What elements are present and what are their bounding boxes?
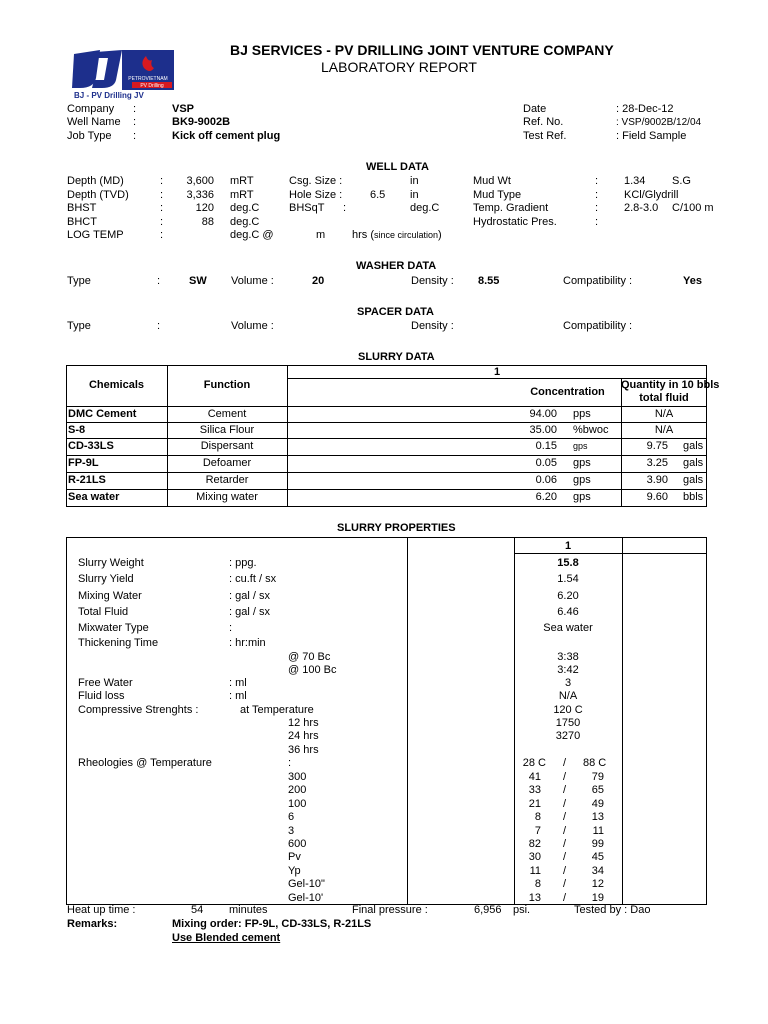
property-value: 6.20 (557, 590, 579, 602)
washer-compat-label: Compatibility : (563, 275, 633, 287)
rheology-slash: / (563, 878, 567, 891)
info-colon: : (133, 103, 137, 115)
washer-volume-value: 20 (312, 275, 325, 287)
col-slurry-number: 1 (493, 366, 501, 378)
well-row-unit: mRT (230, 189, 254, 201)
col-chemicals: Chemicals (88, 379, 145, 391)
well-row-colon: : (595, 216, 599, 228)
property-unit: : gal / sx (229, 606, 270, 618)
chemical-function: Dispersant (200, 440, 254, 452)
well-row-label3: Temp. Gradient (473, 202, 549, 214)
rheology-value-a: 21 (528, 797, 541, 810)
thickening-time-value: 3:42 (557, 664, 579, 676)
well-data-title: WELL DATA (366, 161, 429, 173)
property-unit: : ppg. (229, 557, 257, 569)
rheology-value-b: 79 (591, 771, 604, 783)
well-row-unit: mRT (230, 175, 254, 187)
spacer-density-label: Density : (411, 320, 454, 332)
washer-compat-value: Yes (683, 275, 702, 287)
log-temp-m: m (316, 229, 326, 241)
fluid-loss-unit: : ml (229, 690, 247, 702)
spacer-compat-label: Compatibility : (563, 320, 633, 332)
rheology-reading: 100 (288, 797, 307, 810)
well-row-colon: : (160, 229, 164, 241)
report-title: LABORATORY REPORT (321, 59, 477, 75)
well-row-value3: 2.8-3.0 (624, 202, 659, 214)
quantity-value: 9.60 (646, 491, 668, 503)
well-row-label: Depth (MD) (67, 175, 124, 187)
property-label: Mixwater Type (78, 622, 149, 634)
remarks-line-2: Use Blended cement (172, 932, 281, 944)
chemical-name: R-21LS (68, 474, 106, 486)
heat-up-unit: minutes (229, 904, 268, 916)
quantity-value: 3.25 (646, 457, 668, 469)
logo-caption: BJ - PV Drilling JV (74, 91, 144, 100)
free-water-unit: : ml (229, 677, 247, 689)
log-temp-hrs: hrs (since circulation) (352, 229, 442, 241)
washer-colon: : (157, 275, 161, 287)
info-colon: : (133, 130, 137, 142)
rheology-value-b: 11 (592, 824, 604, 837)
ref-no-value: : VSP/9002B/12/04 (616, 117, 702, 128)
chemical-function: Defoamer (202, 457, 252, 469)
property-value: 1.54 (557, 573, 579, 585)
well-row-colon: : (595, 189, 599, 201)
rheology-value-a: 33 (528, 784, 541, 797)
rheology-value-a: 82 (528, 838, 541, 850)
final-pressure-value: 6,956 (474, 904, 502, 916)
compressive-time: 12 hrs (288, 717, 319, 729)
rheology-reading: 3 (288, 824, 295, 837)
well-row-label2: Csg. Size : (289, 175, 343, 187)
compressive-value: 1750 (555, 717, 581, 729)
well-row-value3: KCl/Glydrill (624, 189, 679, 201)
rheology-value-b: 49 (591, 797, 604, 810)
concentration-unit: gps (573, 441, 588, 451)
chemical-name: FP-9L (68, 457, 99, 469)
rheology-label: Rheologies @ Temperature (78, 757, 212, 769)
well-row-value: 3,600 (186, 175, 214, 187)
chemical-function: Mixing water (196, 491, 258, 503)
compressive-time: 36 hrs (288, 744, 319, 756)
col-concentration: Concentration (530, 386, 605, 398)
compressive-time: 24 hrs (288, 730, 319, 742)
since-circulation: since circulation (374, 230, 439, 240)
concentration-unit: gps (573, 491, 591, 503)
rheology-value-a: 8 (534, 811, 541, 824)
concentration-value: 35.00 (529, 424, 557, 436)
ref-no-label: Ref. No. (523, 116, 564, 128)
well-row-colon: : (595, 175, 599, 187)
col-function: Function (203, 379, 251, 391)
tested-by: Tested by : Dao (574, 904, 651, 916)
well-name-label: Well Name (67, 116, 121, 128)
rheology-value-b: 99 (591, 838, 604, 850)
spacer-colon: : (157, 320, 161, 332)
well-row-label2: Hole Size : (289, 189, 343, 201)
rheology-value-b: 13 (591, 811, 604, 824)
rheology-value-a: 8 (534, 878, 541, 891)
well-row-value: 120 (195, 202, 214, 214)
property-label: Total Fluid (78, 606, 129, 618)
washer-density-value: 8.55 (478, 275, 500, 287)
info-colon: : (133, 116, 137, 128)
logo-partner-text: PETROVIETNAM (128, 76, 168, 82)
heat-up-value: 54 (191, 904, 204, 916)
concentration-value: 6.20 (535, 491, 557, 503)
heat-up-label: Heat up time : (67, 904, 136, 916)
property-label: Slurry Yield (78, 573, 134, 585)
chemical-function: Silica Flour (199, 424, 255, 436)
job-type-value: Kick off cement plug (172, 130, 281, 142)
company-label: Company (67, 103, 115, 115)
property-unit: : gal / sx (229, 590, 270, 602)
rheology-value-b: 34 (591, 864, 604, 877)
compressive-label: Compressive Strenghts : (78, 704, 199, 716)
well-row-unit: deg.C (230, 202, 260, 214)
logo-partner-sub: PV Drilling (140, 83, 164, 89)
property-unit: : (229, 622, 233, 634)
compressive-temperature: 120 C (553, 704, 583, 716)
well-row-value: 88 (201, 216, 214, 228)
property-label: Slurry Weight (78, 557, 144, 569)
rheology-value-b: 12 (591, 878, 604, 891)
rheology-temp-a: 28 C (522, 757, 546, 769)
job-type-label: Job Type (67, 130, 112, 142)
spacer-type-label: Type (67, 320, 91, 332)
well-row-unit2: in (410, 189, 419, 201)
well-row-colon: : (160, 202, 164, 214)
rheology-slash: / (563, 757, 567, 769)
log-temp-unit: deg.C @ (230, 229, 274, 241)
well-row-label: BHST (67, 202, 97, 214)
well-row-unit3: S.G (672, 175, 691, 187)
date-value: : 28-Dec-12 (616, 103, 674, 115)
chemical-name: Sea water (68, 491, 120, 503)
test-ref-value: : Field Sample (616, 130, 687, 142)
well-row-label: Depth (TVD) (67, 189, 129, 201)
concentration-value: 0.06 (535, 474, 557, 486)
well-row-colon: : (595, 202, 599, 214)
rheology-slash: / (563, 864, 567, 877)
rheology-colon: : (288, 757, 292, 769)
property-label: Thickening Time (78, 637, 159, 649)
chemical-name: DMC Cement (68, 408, 137, 420)
washer-type-label: Type (67, 275, 91, 287)
date-label: Date (523, 103, 547, 115)
well-row-colon: : (160, 175, 164, 187)
well-row-unit2: in (410, 175, 419, 187)
well-row-unit: deg.C (230, 216, 260, 228)
concentration-unit: gps (573, 457, 591, 469)
washer-data-title: WASHER DATA (356, 260, 437, 272)
well-row-unit3: C/100 m (672, 202, 714, 214)
property-value: 6.46 (557, 606, 579, 618)
spacer-volume-label: Volume : (231, 320, 274, 332)
rheology-value-b: 19 (591, 891, 604, 904)
quantity-unit: gals (683, 457, 704, 469)
rheology-reading: Gel-10" (288, 878, 325, 891)
rheology-reading: 6 (288, 811, 295, 824)
test-ref-label: Test Ref. (523, 130, 567, 142)
rheology-value-a: 41 (528, 771, 541, 783)
chemical-name: CD-33LS (68, 440, 114, 452)
compressive-unit: at Temperature (240, 704, 314, 716)
props-col-number: 1 (564, 540, 572, 552)
well-row-label: BHCT (67, 216, 97, 228)
rheology-slash: / (563, 891, 567, 904)
property-value: Sea water (543, 622, 593, 634)
quantity-value: 9.75 (646, 440, 668, 452)
concentration-unit: gps (573, 474, 591, 486)
rheology-temp-b: 88 C (583, 757, 607, 769)
washer-volume-label: Volume : (231, 275, 274, 287)
rheology-slash: / (563, 824, 567, 837)
well-row-value3: 1.34 (624, 175, 646, 187)
final-pressure-label: Final pressure : (352, 904, 428, 916)
washer-type-value: SW (189, 275, 207, 287)
well-row-label3: Hydrostatic Pres. (473, 216, 557, 228)
well-row-value: 3,336 (186, 189, 214, 201)
rheology-slash: / (563, 784, 567, 797)
concentration-value: 0.15 (535, 440, 557, 452)
concentration-value: 0.05 (535, 457, 557, 469)
concentration-unit: %bwoc (573, 424, 609, 436)
rheology-slash: / (563, 838, 567, 850)
col-quantity: Quantity in 10 bbls total fluid (621, 379, 720, 404)
rheology-reading: Yp (288, 864, 301, 877)
fluid-loss-label: Fluid loss (78, 690, 125, 702)
rheology-value-a: 13 (528, 891, 541, 904)
rheology-slash: / (563, 851, 567, 864)
property-label: Mixing Water (78, 590, 142, 602)
compressive-value: 3270 (555, 730, 581, 742)
rheology-value-b: 65 (591, 784, 604, 797)
rheology-reading: 600 (288, 838, 307, 850)
chemical-function: Cement (207, 408, 247, 420)
well-row-colon: : (343, 202, 347, 214)
well-row-unit2: deg.C (410, 202, 440, 214)
rheology-slash: / (563, 771, 567, 783)
well-row-colon: : (160, 189, 164, 201)
quantity-value: 3.90 (646, 474, 668, 486)
thickening-consistency: @ 100 Bc (288, 664, 337, 676)
spacer-data-title: SPACER DATA (357, 306, 434, 318)
rheology-reading: Pv (288, 851, 301, 864)
well-row-colon: : (160, 216, 164, 228)
company-value: VSP (172, 103, 195, 115)
well-row-label2: BHSqT (289, 202, 325, 214)
quantity-value: N/A (654, 408, 674, 420)
free-water-value: 3 (564, 677, 572, 689)
chemical-name: S-8 (68, 424, 86, 436)
free-water-label: Free Water (78, 677, 133, 689)
quantity-unit: gals (683, 440, 704, 452)
rheology-value-a: 30 (528, 851, 541, 864)
final-pressure-unit: psi. (513, 904, 531, 916)
company-name: BJ SERVICES - PV DRILLING JOINT VENTURE COMPANY (230, 42, 614, 58)
rheology-reading: 200 (288, 784, 307, 797)
well-row-label3: Mud Type (473, 189, 522, 201)
rheology-value-b: 45 (591, 851, 604, 864)
rheology-value-a: 7 (534, 824, 541, 837)
property-value: 15.8 (557, 557, 579, 569)
quantity-unit: bbls (683, 491, 704, 503)
property-unit: : cu.ft / sx (229, 573, 277, 585)
rheology-slash: / (563, 811, 567, 824)
chemical-function: Retarder (205, 474, 249, 486)
rheology-value-a: 11 (529, 864, 541, 877)
property-unit: : hr:min (229, 637, 266, 649)
slurry-properties-title: SLURRY PROPERTIES (337, 522, 456, 534)
quantity-value: N/A (654, 424, 674, 436)
fluid-loss-value: N/A (558, 690, 578, 702)
concentration-unit: pps (573, 408, 591, 420)
rheology-slash: / (563, 797, 567, 810)
thickening-time-value: 3:38 (557, 651, 579, 663)
slurry-data-title: SLURRY DATA (358, 351, 435, 363)
rheology-reading: Gel-10' (288, 891, 324, 904)
concentration-value: 94.00 (529, 408, 557, 420)
rheology-reading: 300 (288, 771, 307, 783)
washer-density-label: Density : (411, 275, 454, 287)
quantity-unit: gals (683, 474, 704, 486)
log-temp-label: LOG TEMP (67, 229, 124, 241)
remarks-label: Remarks: (67, 918, 118, 930)
company-logo (70, 48, 176, 100)
well-name-value: BK9-9002B (172, 116, 231, 128)
well-row-label3: Mud Wt (473, 175, 511, 187)
thickening-consistency: @ 70 Bc (288, 651, 331, 663)
well-row-value2: 6.5 (370, 189, 386, 201)
remarks-line-1: Mixing order: FP-9L, CD-33LS, R-21LS (172, 918, 372, 930)
bj-pv-logo-graphic (70, 48, 176, 100)
